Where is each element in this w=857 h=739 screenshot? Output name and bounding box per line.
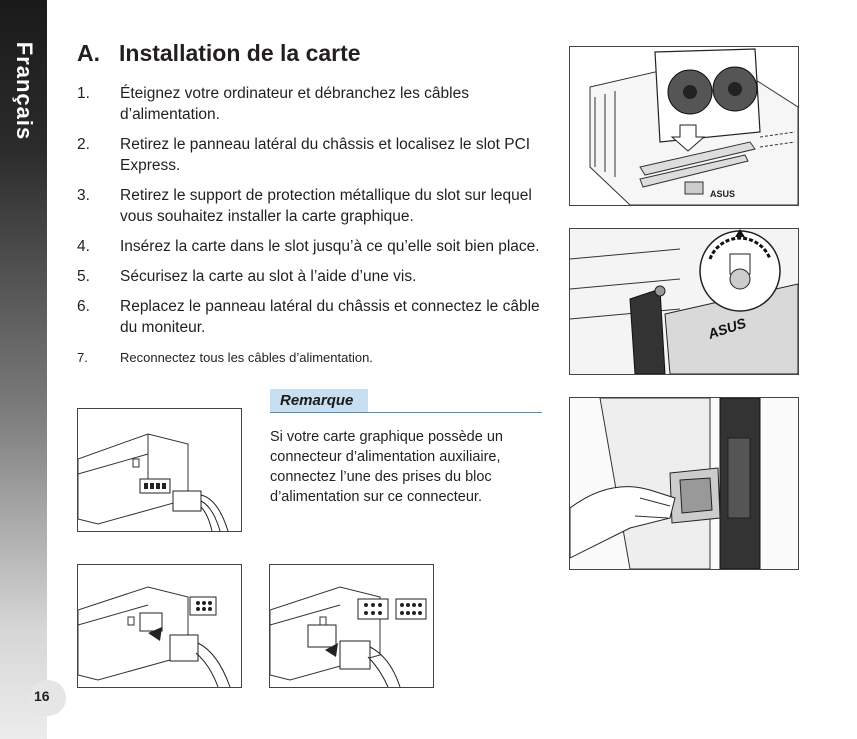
step-item: [77, 83, 547, 125]
step-text: Sécurisez la carte au slot à l’aide d’une vis.: [120, 268, 417, 285]
illustration-4pin-connector: [78, 409, 241, 531]
note-text: Si votre carte graphique possède un connecteur d’alimentation auxiliaire, connectez l’une des prises du bloc d’alimentation sur ce connecteur.: [270, 429, 503, 505]
figure-power-4pin: [77, 408, 242, 532]
section-title-text: Installation de la carte: [119, 40, 361, 66]
step-number: 1.: [77, 85, 90, 102]
note-divider: [270, 412, 542, 413]
figure-power-8pin: [269, 564, 434, 688]
installation-steps-list: [77, 83, 547, 377]
step-item: [77, 347, 547, 368]
step-item: [77, 185, 547, 227]
brand-label: ASUS: [710, 189, 736, 199]
step-number: 4.: [77, 238, 90, 255]
illustration-8pin-connector: [270, 565, 433, 687]
step-number: 7.: [77, 350, 88, 365]
figure-monitor-cable: [569, 397, 799, 570]
language-label: Français: [12, 41, 37, 141]
illustration-screw-bracket: [570, 229, 798, 374]
figure-power-6pin: [77, 564, 242, 688]
step-item: [77, 134, 547, 176]
step-text: Replacez le panneau latéral du châssis et connectez le câble du moniteur.: [120, 298, 540, 336]
step-text: Insérez la carte dans le slot jusqu’à ce qu’elle soit bien place.: [120, 238, 540, 255]
step-number: 2.: [77, 136, 90, 153]
step-text: Éteignez votre ordinateur et débranchez les câbles d’alimentation.: [120, 85, 469, 123]
figure-card-installation: [569, 46, 799, 206]
step-item: [77, 296, 547, 338]
illustration-motherboard-card: [570, 47, 798, 205]
language-side-tab: [0, 0, 47, 739]
note-title: Remarque: [270, 389, 368, 412]
step-text: Retirez le panneau latéral du châssis et localisez le slot PCI Express.: [120, 136, 531, 174]
step-number: 5.: [77, 268, 90, 285]
step-text: Retirez le support de protection métallique du slot sur lequel vous souhaitez installer la carte graphique.: [120, 187, 532, 225]
illustration-monitor-cable: [570, 398, 798, 569]
section-letter: A.: [77, 40, 100, 66]
figure-screw-secure: [569, 228, 799, 375]
section-title: [77, 40, 361, 67]
step-number: 3.: [77, 187, 90, 204]
note-box: [270, 389, 542, 507]
step-text: Reconnectez tous les câbles d’alimentation.: [120, 350, 373, 365]
brand-label: ASUS: [705, 314, 748, 342]
step-item: [77, 236, 547, 257]
page-number: 16: [34, 688, 50, 704]
step-number: 6.: [77, 298, 90, 315]
illustration-6pin-connector: [78, 565, 241, 687]
step-item: [77, 266, 547, 287]
